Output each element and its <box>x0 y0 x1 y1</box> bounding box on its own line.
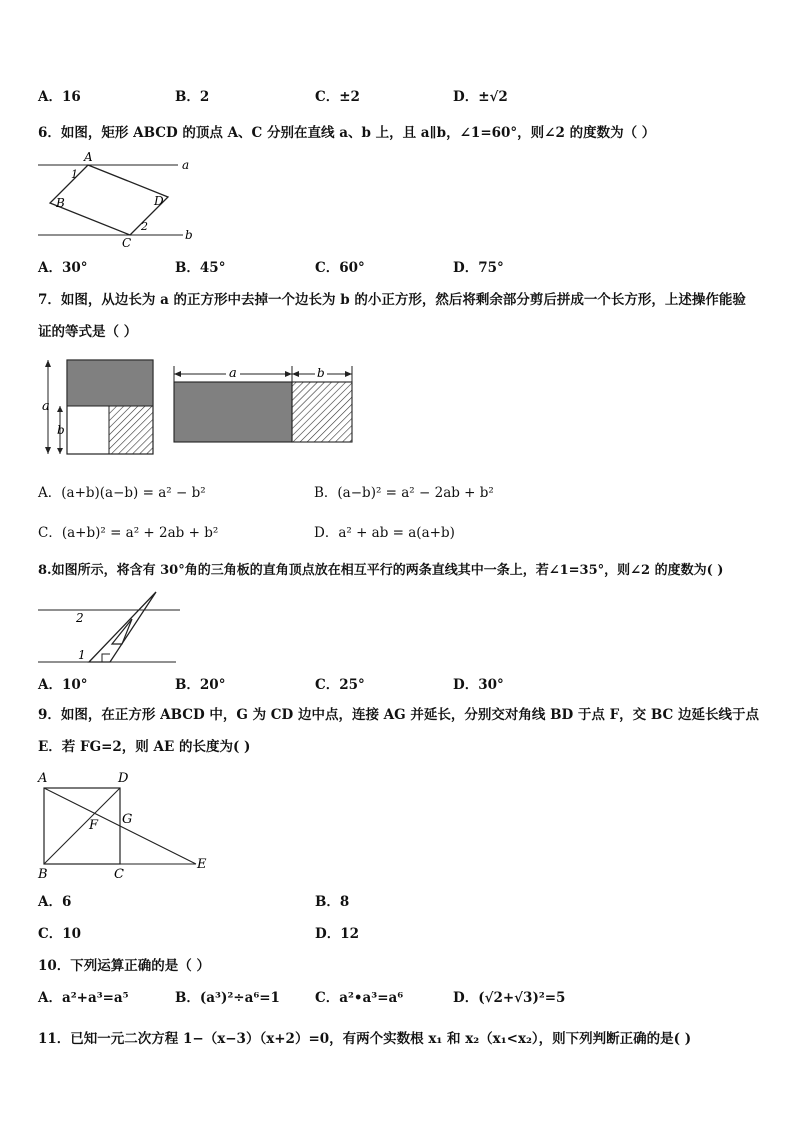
label-D: D <box>154 194 164 208</box>
question-9-line2: E．若 FG=2，则 AE 的长度为( ) <box>38 739 251 755</box>
angle-2-label: 2 <box>141 220 148 233</box>
question-6-figure <box>38 150 198 248</box>
label-A: A <box>84 150 93 164</box>
angle-1-label: 1 <box>71 168 78 181</box>
question-6-text: 6．如图，矩形 ABCD 的顶点 A、C 分别在直线 a、b 上，且 a∥b，∠1=60°，则∠2 的度数为（ ） <box>38 125 656 141</box>
question-8-text: 8.如图所示，将含有 30°角的三角板的直角顶点放在相互平行的两条直线其中一条上，若∠1=35°，则∠2 的度数为( ) <box>38 563 724 578</box>
label-b-horizontal: b <box>317 366 325 380</box>
q6-option-c: C．60° <box>315 260 365 276</box>
point-F: F <box>89 818 99 833</box>
question-8-figure <box>38 588 188 666</box>
label-a-horizontal: a <box>229 366 237 381</box>
q10-option-a: A．a²+a³=a⁵ <box>38 990 129 1006</box>
q7-option-b: B．(a−b)² = a² − 2ab + b² <box>314 485 494 501</box>
q8-option-c: C．25° <box>315 677 365 693</box>
q9-option-d: D．12 <box>315 926 359 942</box>
q10-option-b: B．(a³)²÷a⁶=1 <box>175 990 280 1006</box>
q9-option-a: A．6 <box>38 894 72 910</box>
q8-option-b: B．20° <box>175 677 226 693</box>
question-7-line2: 证的等式是（ ） <box>38 324 138 340</box>
point-D: D <box>118 771 129 786</box>
point-G: G <box>122 812 133 827</box>
q6-option-b: B．45° <box>175 260 226 276</box>
q9-option-b: B．8 <box>315 894 350 910</box>
question-7-figure <box>36 352 366 462</box>
q10-option-d: D．(√2+√3)²=5 <box>453 990 566 1006</box>
line-a-label: a <box>182 158 190 172</box>
question-9-figure <box>36 766 216 880</box>
option-d: D．±√2 <box>453 89 508 105</box>
line-b-label: b <box>185 228 193 242</box>
point-E: E <box>197 857 207 872</box>
label-a-vertical: a <box>42 399 50 414</box>
q10-option-c: C．a²•a³=a⁶ <box>315 990 404 1006</box>
angle-1-label: 1 <box>78 648 86 662</box>
point-B: B <box>38 867 48 882</box>
label-C: C <box>122 236 132 250</box>
q9-option-c: C．10 <box>38 926 82 942</box>
q8-option-d: D．30° <box>453 677 504 693</box>
q7-option-d: D．a² + ab = a(a+b) <box>314 525 455 541</box>
question-10-text: 10．下列运算正确的是（ ） <box>38 958 210 974</box>
label-b-vertical: b <box>57 423 65 437</box>
question-11-text: 11．已知一元二次方程 1−（x−3）（x+2）=0，有两个实数根 x₁ 和 x₂（x₁<x₂），则下列判断正确的是( ) <box>38 1031 692 1047</box>
q8-option-a: A．10° <box>38 677 88 693</box>
label-B: B <box>56 196 65 210</box>
point-A: A <box>38 771 48 786</box>
q6-option-a: A．30° <box>38 260 88 276</box>
q6-option-d: D．75° <box>453 260 504 276</box>
question-9-line1: 9．如图，在正方形 ABCD 中，G 为 CD 边中点，连接 AG 并延长，分别交对角线 BD 于点 F，交 BC 边延长线于点 <box>38 707 759 723</box>
q7-option-a: A．(a+b)(a−b) = a² − b² <box>38 485 206 501</box>
option-a: A．16 <box>38 89 81 105</box>
option-c: C．±2 <box>315 89 360 105</box>
angle-2-label: 2 <box>76 611 84 625</box>
q7-option-c: C．(a+b)² = a² + 2ab + b² <box>38 525 219 541</box>
option-b: B．2 <box>175 89 210 105</box>
point-C: C <box>114 867 124 882</box>
question-7-line1: 7．如图，从边长为 a 的正方形中去掉一个边长为 b 的小正方形，然后将剩余部分剪后拼成一个长方形，上述操作能验 <box>38 292 746 308</box>
